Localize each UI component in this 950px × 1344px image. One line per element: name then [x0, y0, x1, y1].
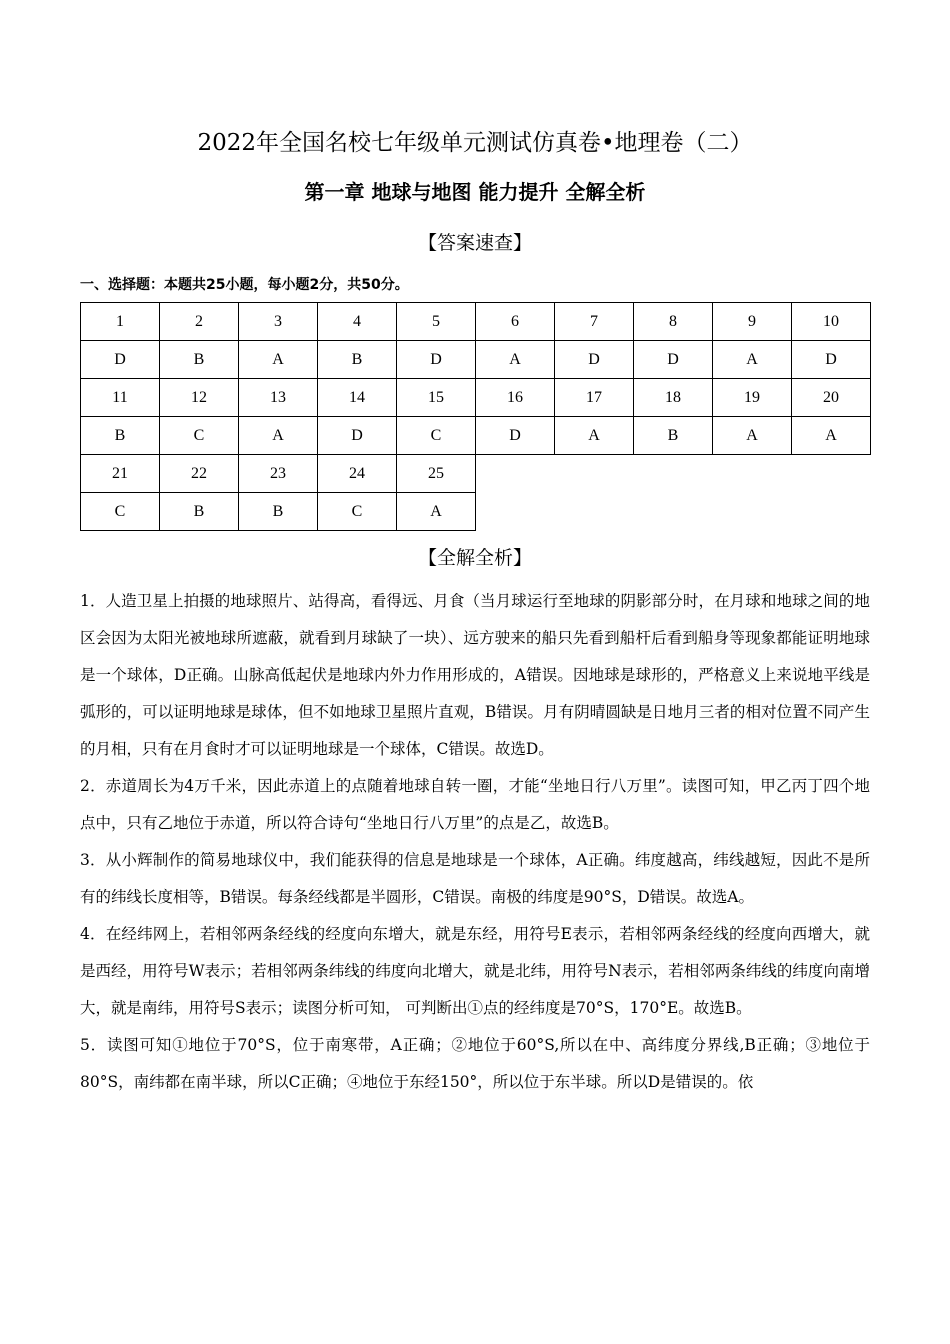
answer-cell: D	[81, 341, 160, 379]
question-number-cell: 2	[160, 303, 239, 341]
question-number-cell: 20	[792, 379, 871, 417]
answer-cell: D	[476, 417, 555, 455]
answer-cell: C	[318, 493, 397, 531]
answer-table	[80, 302, 871, 531]
answer-cell: D	[318, 417, 397, 455]
explanation-paragraph: 1．人造卫星上拍摄的地球照片、站得高，看得远、月食（当月球运行至地球的阴影部分时，在月球和地球之间的地区会因为太阳光被地球所遮蔽，就看到月球缺了一块）、远方驶来的船只先看到船杆后看到船身等现象都能证明地球是一个球体，D正确。山脉高低起伏是地球内外力作用形成的，A错误。因地球是球形的，严格意义上来说地平线是弧形的，可以证明地球是球体，但不如地球卫星照片直观，B错误。月有阴晴圆缺是日地月三者的相对位置不同产生的月相，只有在月食时才可以证明地球是一个球体，C错误。故选D。	[80, 592, 870, 758]
table-row	[81, 379, 871, 417]
answer-heading: 【答案速查】	[417, 232, 532, 254]
explanation-paragraph: 2．赤道周长为4万千米，因此赤道上的点随着地球自转一圈，才能“坐地日行八万里”。读图可知，甲乙丙丁四个地点中，只有乙地位于赤道，所以符合诗句“坐地日行八万里”的点是乙，故选B。	[80, 777, 870, 832]
question-number-cell: 14	[318, 379, 397, 417]
question-number-cell: 7	[555, 303, 634, 341]
question-number-cell: 12	[160, 379, 239, 417]
answer-cell: A	[555, 417, 634, 455]
answer-cell: B	[634, 417, 713, 455]
answer-cell: D	[634, 341, 713, 379]
question-number-cell: 23	[239, 455, 318, 493]
answer-cell: A	[792, 417, 871, 455]
answer-cell: C	[397, 417, 476, 455]
empty-cell	[476, 455, 871, 493]
answer-cell: D	[792, 341, 871, 379]
question-number-cell: 18	[634, 379, 713, 417]
question-number-cell: 6	[476, 303, 555, 341]
question-number-cell: 1	[81, 303, 160, 341]
answer-cell: D	[397, 341, 476, 379]
answer-cell: A	[397, 493, 476, 531]
question-number-cell: 24	[318, 455, 397, 493]
question-number-cell: 8	[634, 303, 713, 341]
question-number-cell: 13	[239, 379, 318, 417]
answer-cell: A	[476, 341, 555, 379]
table-row	[81, 417, 871, 455]
question-number-cell: 9	[713, 303, 792, 341]
question-number-cell: 4	[318, 303, 397, 341]
question-number-cell: 3	[239, 303, 318, 341]
answer-cell: A	[239, 341, 318, 379]
answer-cell: C	[81, 493, 160, 531]
question-number-cell: 16	[476, 379, 555, 417]
question-number-cell: 17	[555, 379, 634, 417]
question-number-cell: 19	[713, 379, 792, 417]
answer-cell: B	[160, 341, 239, 379]
answer-cell: B	[239, 493, 318, 531]
question-number-cell: 21	[81, 455, 160, 493]
empty-cell	[476, 493, 871, 531]
explain-heading: 【全解全析】	[417, 547, 532, 569]
answer-cell: B	[318, 341, 397, 379]
table-row	[81, 493, 871, 531]
answer-cell: B	[160, 493, 239, 531]
table-row	[81, 341, 871, 379]
explanations	[80, 583, 870, 1101]
answer-cell: A	[713, 341, 792, 379]
explanation-paragraph: 4．在经纬网上，若相邻两条经线的经度向东增大，就是东经，用符号E表示，若相邻两条经线的经度向西增大，就是西经，用符号W表示；若相邻两条纬线的纬度向北增大，就是北纬，用符号N表示，若相邻两条纬线的纬度向南增大，就是南纬，用符号S表示；读图分析可知， 可判断出①点的经纬度是70°S，170°E。故选B。	[80, 925, 870, 1017]
page-subtitle: 第一章 地球与地图 能力提升 全解全析	[304, 180, 646, 204]
question-number-cell: 25	[397, 455, 476, 493]
answer-cell: A	[239, 417, 318, 455]
answer-cell: B	[81, 417, 160, 455]
question-number-cell: 10	[792, 303, 871, 341]
explanation-paragraph: 5．读图可知①地位于70°S，位于南寒带，A正确；②地位于60°S,所以在中、高纬度分界线,B正确；③地位于80°S，南纬都在南半球，所以C正确；④地位于东经150°，所以位于东半球。所以D是错误的。依	[80, 1036, 870, 1091]
answer-cell: C	[160, 417, 239, 455]
question-number-cell: 11	[81, 379, 160, 417]
question-number-cell: 22	[160, 455, 239, 493]
section-label: 一、选择题：本题共25小题，每小题2分，共50分。	[80, 277, 409, 293]
answer-cell: A	[713, 417, 792, 455]
answer-cell: D	[555, 341, 634, 379]
question-number-cell: 15	[397, 379, 476, 417]
explanation-paragraph: 3．从小辉制作的简易地球仪中，我们能获得的信息是地球是一个球体，A正确。纬度越高，纬线越短，因此不是所有的纬线长度相等，B错误。每条经线都是半圆形，C错误。南极的纬度是90°S，D错误。故选A。	[80, 851, 870, 906]
table-row	[81, 455, 871, 493]
page-title: 2022年全国名校七年级单元测试仿真卷•地理卷（二）	[197, 130, 753, 156]
table-row	[81, 303, 871, 341]
question-number-cell: 5	[397, 303, 476, 341]
